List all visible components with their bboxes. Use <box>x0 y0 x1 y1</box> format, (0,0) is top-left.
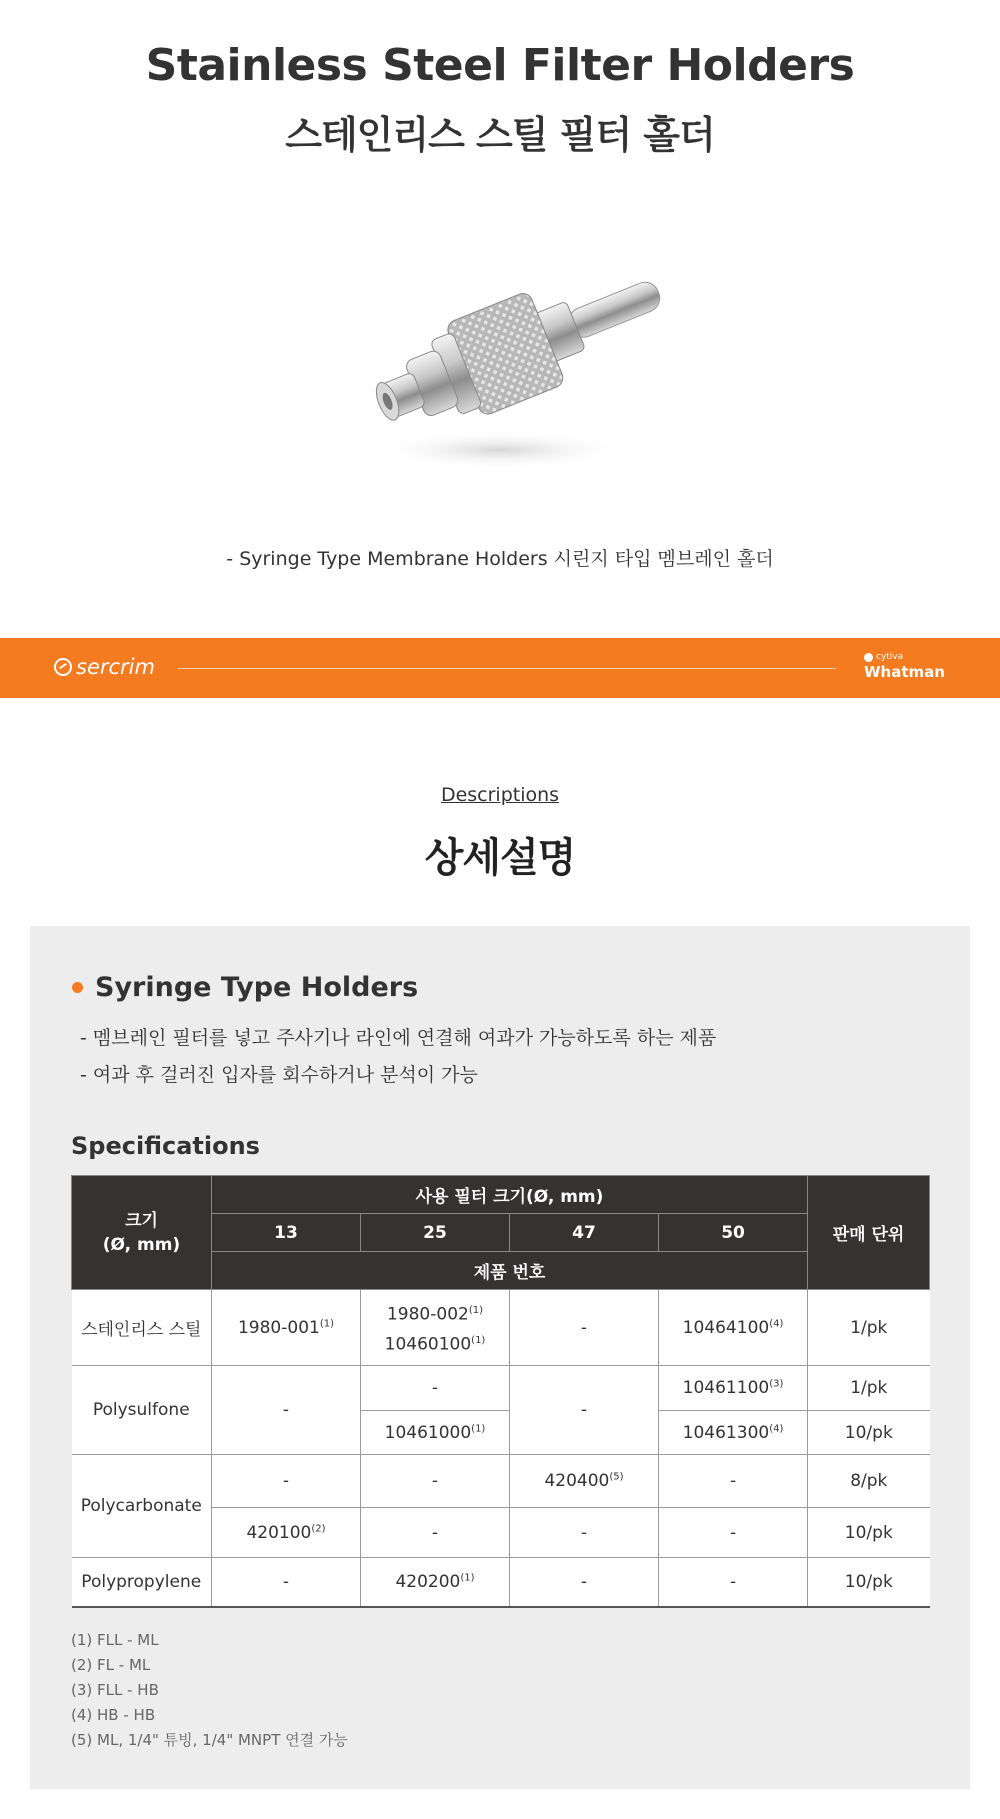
specifications-title: Specifications <box>71 1132 260 1160</box>
table-cell: 420200$^{(1)}$ <box>361 1558 510 1607</box>
table-cell: 1980-002$^{(1)}$ 10460100$^{(1)}$ <box>361 1290 510 1366</box>
table-cell: - <box>361 1366 510 1411</box>
table-cell: - <box>659 1455 808 1508</box>
footnote: (2) FL - ML <box>71 1656 151 1674</box>
product-caption: - Syringe Type Membrane Holders 시린지 타입 멤브레인 홀더 <box>226 548 774 570</box>
descriptions-label: Descriptions <box>440 784 560 806</box>
page-subtitle-ko: 스테인리스 스틸 필터 홀더 <box>285 113 715 157</box>
sercrim-logo <box>54 655 155 679</box>
table-cell: - <box>510 1366 659 1455</box>
table-cell: - <box>212 1455 361 1508</box>
table-cell: 10461000$^{(1)}$ <box>361 1411 510 1455</box>
whatman-logo <box>864 652 945 681</box>
header-size-50: 50 <box>659 1214 808 1252</box>
table-cell: - <box>510 1290 659 1366</box>
table-cell: 1980-001$^{(1)}$ <box>212 1290 361 1366</box>
footnote: (3) FLL - HB <box>71 1681 159 1699</box>
table-cell: - <box>361 1455 510 1508</box>
table-cell: - <box>212 1558 361 1607</box>
header-filter-size: 사용 필터 크기(Ø, mm) <box>212 1176 808 1214</box>
table-cell: - <box>510 1508 659 1558</box>
brand-banner <box>0 638 1000 698</box>
row-label-stainless: 스테인리스 스틸 <box>72 1290 212 1366</box>
footnote: (5) ML, 1/4" 튜빙, 1/4" MNPT 연결 가능 <box>71 1731 348 1749</box>
table-cell: 10/pk <box>808 1558 930 1607</box>
banner-divider <box>178 668 836 669</box>
bullet-dot-icon <box>72 982 83 993</box>
table-cell: 10/pk <box>808 1508 930 1558</box>
cytiva-icon <box>864 653 873 662</box>
header-unit: 판매 단위 <box>808 1176 930 1290</box>
header-product-no: 제품 번호 <box>212 1252 808 1290</box>
table-cell: 1/pk <box>808 1290 930 1366</box>
holders-points <box>80 1020 716 1094</box>
table-cell: 10/pk <box>808 1411 930 1455</box>
descriptions-title: 상세설명 <box>424 835 576 881</box>
table-cell: - <box>212 1366 361 1455</box>
holders-heading <box>72 972 418 1003</box>
table-cell: 420100$^{(2)}$ <box>212 1508 361 1558</box>
holders-title: Syringe Type Holders <box>95 972 419 1003</box>
footnotes <box>71 1628 348 1753</box>
table-cell: 10461300$^{(4)}$ <box>659 1411 808 1455</box>
table-cell: 10461100$^{(3)}$ <box>659 1366 808 1411</box>
table-cell: - <box>510 1558 659 1607</box>
footnote: (4) HB - HB <box>71 1706 156 1724</box>
holders-point: - 멤브레인 필터를 넣고 주사기나 라인에 연결해 여과가 가능하도록 하는 제품 <box>80 1027 717 1049</box>
header-size-13: 13 <box>212 1214 361 1252</box>
holders-point: - 여과 후 걸러진 입자를 회수하거나 분석이 가능 <box>80 1064 478 1086</box>
sercrim-logo-icon <box>54 658 72 676</box>
row-label-polysulfone: Polysulfone <box>72 1366 212 1455</box>
table-cell: - <box>659 1558 808 1607</box>
table-cell: 8/pk <box>808 1455 930 1508</box>
row-label-polycarbonate: Polycarbonate <box>72 1455 212 1558</box>
table-cell: 1/pk <box>808 1366 930 1411</box>
header-size-25: 25 <box>361 1214 510 1252</box>
footnote: (1) FLL - ML <box>71 1631 159 1649</box>
specifications-table <box>71 1175 930 1608</box>
table-cell: - <box>659 1508 808 1558</box>
header-size: 크기 (Ø, mm) <box>72 1176 212 1290</box>
table-cell: - <box>361 1508 510 1558</box>
header-size-47: 47 <box>510 1214 659 1252</box>
table-cell: 420400$^{(5)}$ <box>510 1455 659 1508</box>
table-cell: 10464100$^{(4)}$ <box>659 1290 808 1366</box>
page-title: Stainless Steel Filter Holders <box>145 40 855 91</box>
sercrim-logo-text: sercrim <box>76 655 155 679</box>
cytiva-text: cytiva <box>876 652 904 662</box>
filter-holder-image <box>350 230 690 490</box>
whatman-text: Whatman <box>864 663 945 681</box>
row-label-polypropylene: Polypropylene <box>72 1558 212 1607</box>
